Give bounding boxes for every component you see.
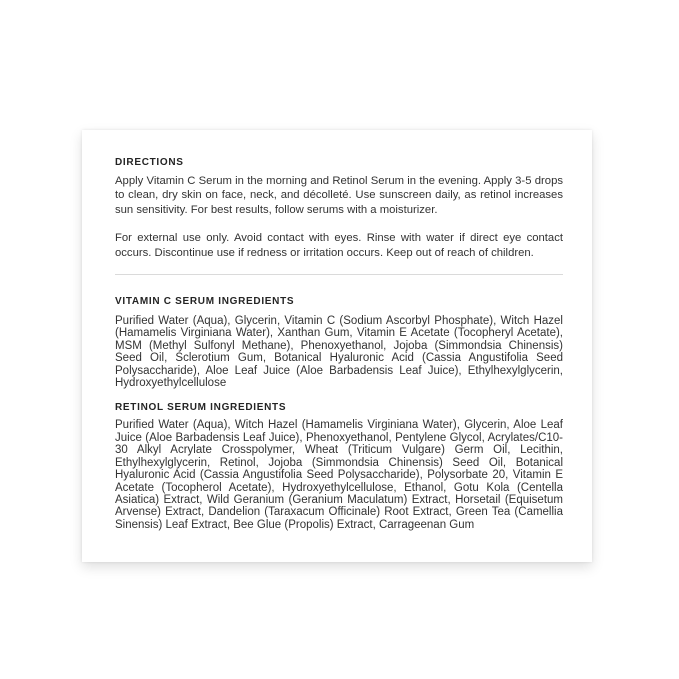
- vitamin-c-ingredients-list: Purified Water (Aqua), Glycerin, Vitamin C (Sodium Ascorbyl Phosphate), Witch Hazel (Hamamelis Virginiana Water), Xanthan Gum, Vitamin E Acetate (Tocopheryl Acetate), MSM (Methyl Sulfonyl Methane), Phenoxyethanol, Jojoba (Simmondsia Chinensis) Seed Oil, Sclerotium Gum, Botanical Hyaluronic Acid (Cassia Angustifolia Seed Polysaccharide), Aloe Leaf Juice (Aloe Barbadensis Leaf Juice), Ethylhexylglycerin, Hydroxyethylcellulose: [115, 315, 563, 390]
- retinol-ingredients-list: Purified Water (Aqua), Witch Hazel (Hamamelis Virginiana Water), Glycerin, Aloe Leaf Juice (Aloe Barbadensis Leaf Juice), Phenoxyethanol, Pentylene Glycol, Acrylates/C10-30 Alkyl Acrylate Crosspolymer, Wheat (Triticum Vulgare) Germ Oil, Lecithin, Ethylhexylglycerin, Retinol, Jojoba (Simmondsia Chinensis) Seed Oil, Botanical Hyaluronic Acid (Cassia Angustifolia Seed Polysaccharide), Polysorbate 20, Vitamin E Acetate (Tocopherol Acetate), Hydroxyethylcellulose, Ethanol, Gotu Kola (Centella Asiatica) Extract, Wild Geranium (Geranium Maculatum) Extract, Horsetail (Equisetum Arvense) Extract, Dandelion (Taraxacum Officinale) Root Extract, Green Tea (Camellia Sinensis) Leaf Extract, Bee Glue (Propolis) Extract, Carrageenan Gum: [115, 419, 563, 531]
- directions-usage-paragraph: Apply Vitamin C Serum in the morning and Retinol Serum in the evening. Apply 3-5 drops to clean, dry skin on face, neck, and décolleté. Use sunscreen daily, as retinol increases sun sensitivity. For best results, follow serums with a moisturizer.: [115, 175, 563, 216]
- directions-warning-paragraph: For external use only. Avoid contact with eyes. Rinse with water if direct eye contact occurs. Discontinue use if redness or irritation occurs. Keep out of reach of children.: [115, 232, 563, 259]
- directions-section: [115, 157, 563, 260]
- retinol-ingredients-section: [115, 402, 563, 531]
- vitamin-c-ingredients-heading: VITAMIN C SERUM INGREDIENTS: [115, 296, 295, 308]
- section-divider: [115, 274, 563, 275]
- vitamin-c-ingredients-section: [115, 296, 563, 389]
- retinol-ingredients-heading: RETINOL SERUM INGREDIENTS: [115, 402, 287, 414]
- product-label-card: [82, 130, 592, 562]
- directions-heading: DIRECTIONS: [115, 157, 184, 168]
